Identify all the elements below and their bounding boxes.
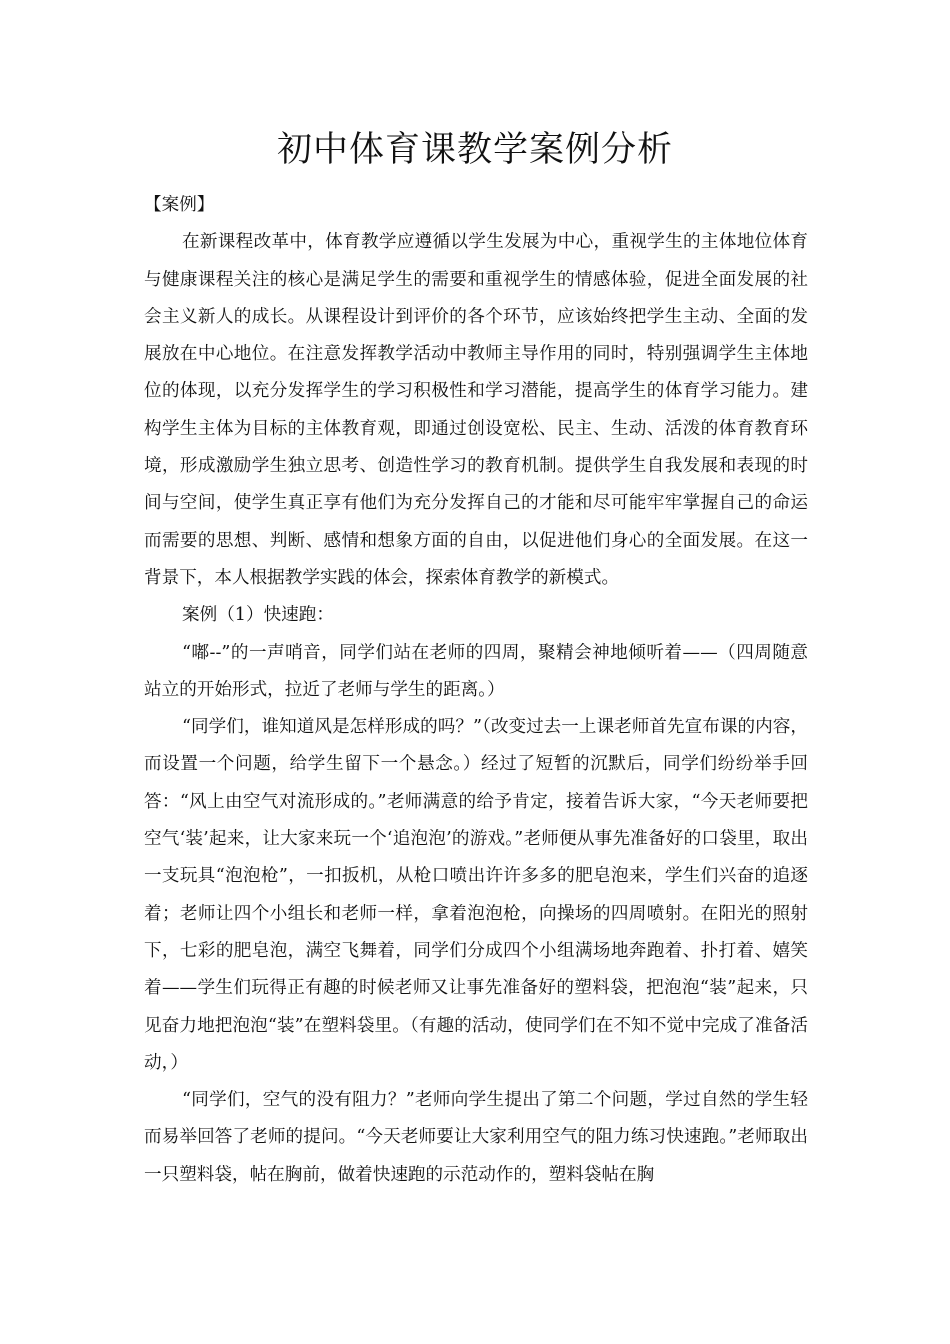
case-heading: 案例（1）快速跑： [182,605,334,626]
document-title: 初中体育课教学案例分析 [276,130,673,170]
paragraph-wind-question: “同学们，谁知道风是怎样形成的吗？”（改变过去一上课老师首先宣布课的内容，而设置一个问题，给学生留下一个悬念。）经过了短暂的沉默后，同学们纷纷举手回答：“风上由空气对流形成的。”老师满意的给予肯定，接着告诉大家，“今天老师要把空气‘装’起来，让大家来玩一个‘追泡泡’的游戏。”老师便从事先准备好的口袋里，取出一支玩具“泡泡枪”，一扣扳机，从枪口喷出许许多多的肥皂泡来，学生们兴奋的追逐着；老师让四个小组长和老师一样，拿着泡泡枪，向操场的四周喷射。在阳光的照射下，七彩的肥皂泡，满空飞舞着，同学们分成四个小组满场地奔跑着、扑打着、嬉笑着——学生们玩得正有趣的时候老师又让事先准备好的塑料袋，把泡泡“装”起来，只见奋力地把泡泡“装”在塑料袋里。（有趣的活动，使同学们在不知不觉中完成了准备活动，） [144,717,808,1073]
paragraph-air-resistance: “同学们，空气的没有阻力？”老师向学生提出了第二个问题，学过自然的学生轻而易举回答了老师的提问。“今天老师要让大家利用空气的阻力练习快速跑。”老师取出一只塑料袋，帖在胸前，做着快速跑的示范动作的，塑料袋帖在胸 [144,1090,808,1185]
document-body [144,187,808,1194]
paragraph-whistle: “嘟--”的一声哨音，同学们站在老师的四周，聚精会神地倾听着——（四周随意站立的开始形式，拉近了老师与学生的距离。） [144,642,808,700]
section-label: 【案例】 [144,195,215,215]
paragraph-intro: 在新课程改革中，体育教学应遵循以学生发展为中心，重视学生的主体地位体育与健康课程关注的核心是满足学生的需要和重视学生的情感体验，促进全面发展的社会主义新人的成长。从课程设计到评价的各个环节，应该始终把学生主动、全面的发展放在中心地位。在注意发挥教学活动中教师主导作用的同时，特别强调学生主体地位的体现，以充分发挥学生的学习积极性和学习潜能，提高学生的体育学习能力。建构学生主体为目标的主体教育观，即通过创设宽松、民主、生动、活泼的体育教育环境，形成激励学生独立思考、创造性学习的教育机制。提供学生自我发展和表现的时间与空间，使学生真正享有他们为充分发挥自己的才能和尽可能牢牢掌握自己的命运而需要的思想、判断、感情和想象方面的自由，以促进他们身心的全面发展。在这一背景下，本人根据教学实践的体会，探索体育教学的新模式。 [144,232,808,588]
